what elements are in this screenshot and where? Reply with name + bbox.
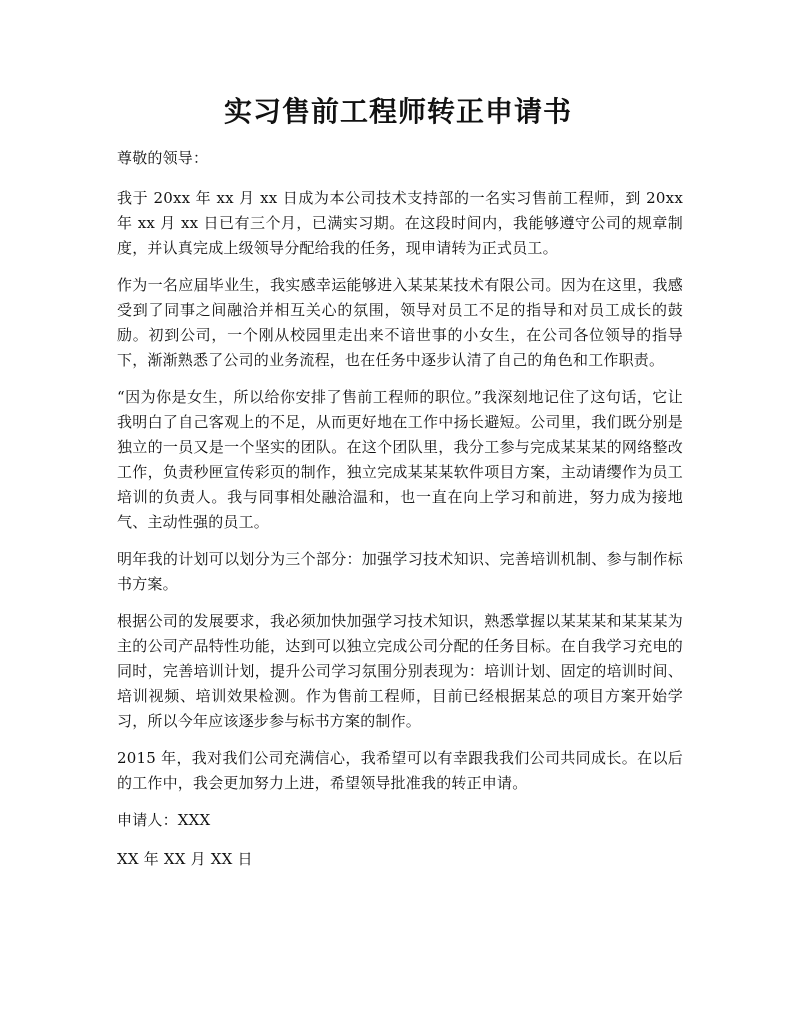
salutation: 尊敬的领导： [117, 149, 209, 167]
signature-date: XX 年 XX 月 XX 日 [117, 850, 253, 868]
document-title: 实习售前工程师转正申请书 [223, 95, 572, 128]
document-body [117, 146, 683, 884]
paragraph-company-experience: 作为一名应届毕业生，我实感幸运能够进入某某某技术有限公司。因为在这里，我感受到了同事之间融洽并相互关心的氛围，领导对员工不足的指导和对员工成长的鼓励。初到公司，一个刚从校园里走出来不谙世事的小女生，在公司各位领导的指导下，渐渐熟悉了公司的业务流程，也在任务中逐步认清了自己的角色和工作职责。 [117, 276, 683, 369]
paragraph-intro: 我于 20xx 年 xx 月 xx 日成为本公司技术支持部的一名实习售前工程师，到 20xx 年 xx 月 xx 日已有三个月，已满实习期。在这段时间内，我能够遵守公司的规章制度，并认真完成上级领导分配给我的任务，现申请转为正式员工。 [117, 189, 683, 257]
paragraph-plan-summary: 明年我的计划可以划分为三个部分：加强学习技术知识、完善培训机制、参与制作标书方案。 [117, 550, 683, 593]
applicant-signature: 申请人：XXX [117, 811, 211, 829]
paragraph-team-work: “因为你是女生，所以给你安排了售前工程师的职位。”我深刻地记住了这句话，它让我明白了自己客观上的不足，从而更好地在工作中扬长避短。公司里，我们既分别是独立的一员又是一个坚实的团队。在这个团队里，我分工参与完成某某某的网络整改工作，负责秒匣宣传彩页的制作，独立完成某某某软件项目方案，主动请缨作为员工培训的负责人。我与同事相处融洽温和，也一直在向上学习和前进，努力成为接地气、主动性强的员工。 [117, 388, 683, 531]
paragraph-closing: 2015 年，我对我们公司充满信心，我希望可以有幸跟我我们公司共同成长。在以后的工作中，我会更加努力上进，希望领导批准我的转正申请。 [117, 749, 683, 792]
paragraph-plan-detail: 根据公司的发展要求，我必须加快加强学习技术知识，熟悉掌握以某某某和某某某为主的公司产品特性功能，达到可以独立完成公司分配的任务目标。在自我学习充电的同时，完善培训计划，提升公司学习氛围分别表现为：培训计划、固定的培训时间、培训视频、培训效果检测。作为售前工程师，目前已经根据某总的项目方案开始学习，所以今年应该逐步参与标书方案的制作。 [117, 612, 683, 730]
